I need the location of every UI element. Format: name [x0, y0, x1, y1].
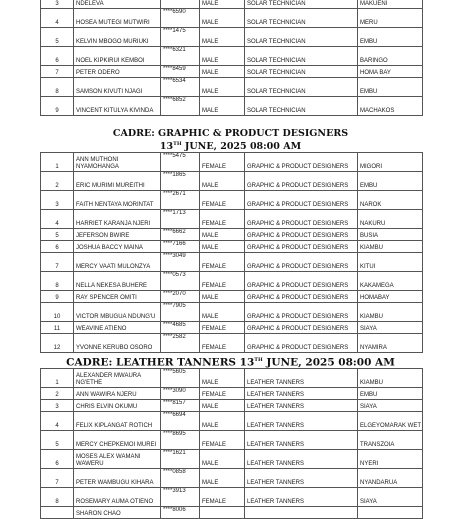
- gender-cell: MALE: [200, 369, 245, 388]
- home-county-cell: EMBU: [358, 78, 423, 97]
- id-number-cell: ****1621: [161, 450, 200, 469]
- cadre-name-cell: GRAPHIC & PRODUCT DESIGNERS: [245, 334, 358, 353]
- cadre-name-cell: GRAPHIC & PRODUCT DESIGNERS: [245, 241, 358, 253]
- row-number-cell: 4: [41, 412, 74, 431]
- home-county-cell: HOMA BAY: [358, 66, 423, 78]
- home-county-cell: KIAMBU: [358, 369, 423, 388]
- applicant-name-cell: NDELEVA: [74, 0, 161, 9]
- home-county-cell: MACHAKOS: [358, 97, 423, 116]
- table-row: [41, 450, 423, 469]
- id-number-cell: ****8459: [161, 66, 200, 78]
- cadre-name-cell: LEATHER TANNERS: [245, 431, 358, 450]
- applicant-name-cell: FAITH NENTAYA MORINTAT: [74, 191, 161, 210]
- cadre-name-cell: GRAPHIC & PRODUCT DESIGNERS: [245, 153, 358, 172]
- table-row: [41, 272, 423, 291]
- home-county-cell: EMBU: [358, 28, 423, 47]
- row-number-cell: 5: [41, 431, 74, 450]
- gender-cell: FEMALE: [200, 153, 245, 172]
- cadre-name-cell: GRAPHIC & PRODUCT DESIGNERS: [245, 229, 358, 241]
- table-row: [41, 66, 423, 78]
- table-row: [41, 322, 423, 334]
- row-number-cell: 11: [41, 322, 74, 334]
- table-row: [41, 253, 423, 272]
- cadre-name-cell: LEATHER TANNERS: [245, 369, 358, 388]
- table-row: [41, 469, 423, 488]
- row-number-cell: 2: [41, 388, 74, 400]
- applicant-name-cell: MOSES ALEX WAMANI WAWERU: [74, 450, 161, 469]
- gender-cell: MALE: [200, 400, 245, 412]
- cadre-name-cell: SOLAR TECHNICIAN: [245, 47, 358, 66]
- id-number-cell: ****2070: [161, 291, 200, 303]
- row-number-cell: 12: [41, 334, 74, 353]
- applicant-name-cell: YVONNE KERUBO OSORO: [74, 334, 161, 353]
- id-number-cell: ****1865: [161, 172, 200, 191]
- applicant-name-cell: PETER ODERO: [74, 66, 161, 78]
- table-row: [41, 388, 423, 400]
- gender-cell: FEMALE: [200, 488, 245, 507]
- home-county-cell: MIGORI: [358, 153, 423, 172]
- gender-cell: MALE: [200, 28, 245, 47]
- applicant-name-cell: VICTOR MBUGUA NDUNG'U: [74, 303, 161, 322]
- table-row: [41, 47, 423, 66]
- graphic-designers-table: [40, 152, 423, 353]
- row-number-cell: 6: [41, 241, 74, 253]
- gender-cell: [200, 507, 245, 519]
- applicant-name-cell: MERCY VAATI MULONZYA: [74, 253, 161, 272]
- id-number-cell: ****3049: [161, 253, 200, 272]
- id-number-cell: ****6852: [161, 97, 200, 116]
- gender-cell: FEMALE: [200, 322, 245, 334]
- row-number-cell: 1: [41, 153, 74, 172]
- id-number-cell: ****0573: [161, 272, 200, 291]
- home-county-cell: KIAMBU: [358, 241, 423, 253]
- applicant-name-cell: RAY SPENCER OMITI: [74, 291, 161, 303]
- table-row: [41, 334, 423, 353]
- id-number-cell: ****2671: [161, 191, 200, 210]
- cadre-name-cell: SOLAR TECHNICIAN: [245, 66, 358, 78]
- home-county-cell: MERU: [358, 9, 423, 28]
- graphic-designers-date: 13TH JUNE, 2025 08:00 AM: [159, 141, 302, 153]
- cadre-name-cell: GRAPHIC & PRODUCT DESIGNERS: [245, 303, 358, 322]
- applicant-name-cell: ANN MUTHONI NYAMOHANGA: [74, 153, 161, 172]
- home-county-cell: EMBU: [358, 388, 423, 400]
- row-number-cell: 6: [41, 450, 74, 469]
- table-row: [41, 400, 423, 412]
- applicant-name-cell: PETER WAMBUGU KIHARA: [74, 469, 161, 488]
- gender-cell: MALE: [200, 78, 245, 97]
- row-number-cell: 1: [41, 369, 74, 388]
- cadre-name-cell: GRAPHIC & PRODUCT DESIGNERS: [245, 191, 358, 210]
- leather-tanners-table: [40, 368, 423, 519]
- cadre-name-cell: LEATHER TANNERS: [245, 400, 358, 412]
- applicant-name-cell: HOSEA MUTEGI MUTWIRI: [74, 9, 161, 28]
- id-number-cell: ****1475: [161, 28, 200, 47]
- row-number-cell: 7: [41, 253, 74, 272]
- gender-cell: FEMALE: [200, 253, 245, 272]
- row-number-cell: 8: [41, 272, 74, 291]
- gender-cell: FEMALE: [200, 210, 245, 229]
- id-number-cell: ****6534: [161, 78, 200, 97]
- graphic-designers-heading: [40, 128, 421, 152]
- gender-cell: MALE: [200, 450, 245, 469]
- cadre-name-cell: SOLAR TECHNICIAN: [245, 78, 358, 97]
- gender-cell: FEMALE: [200, 191, 245, 210]
- gender-cell: MALE: [200, 47, 245, 66]
- home-county-cell: KITUI: [358, 253, 423, 272]
- row-number-cell: 3: [41, 0, 74, 9]
- row-number-cell: 4: [41, 210, 74, 229]
- table-row: [41, 241, 423, 253]
- id-number-cell: ****8157: [161, 400, 200, 412]
- gender-cell: FEMALE: [200, 272, 245, 291]
- table-row: [41, 303, 423, 322]
- id-number-cell: ****4685: [161, 322, 200, 334]
- home-county-cell: HOMABAY: [358, 291, 423, 303]
- table-row: [41, 488, 423, 507]
- applicant-name-cell: WEAVINE ATIENO: [74, 322, 161, 334]
- gender-cell: MALE: [200, 229, 245, 241]
- home-county-cell: SIAYA: [358, 488, 423, 507]
- cadre-name-cell: LEATHER TANNERS: [245, 488, 358, 507]
- id-number-cell: ****0858: [161, 469, 200, 488]
- cadre-name-cell: GRAPHIC & PRODUCT DESIGNERS: [245, 322, 358, 334]
- id-number-cell: ****7905: [161, 303, 200, 322]
- home-county-cell: SIAYA: [358, 400, 423, 412]
- row-number-cell: 9: [41, 291, 74, 303]
- applicant-name-cell: VINCENT KITULYA KIVINDA: [74, 97, 161, 116]
- applicant-name-cell: JOSHUA BACCY MAINA: [74, 241, 161, 253]
- cadre-name-cell: LEATHER TANNERS: [245, 412, 358, 431]
- leather-tanners-heading: CADRE: LEATHER TANNERS 13TH JUNE, 2025 08:00 AM: [66, 356, 395, 369]
- home-county-cell: EMBU: [358, 172, 423, 191]
- graphic-designers-title: CADRE: GRAPHIC & PRODUCT DESIGNERS: [112, 128, 349, 139]
- table-row: [41, 9, 423, 28]
- applicant-name-cell: JEFERSON BWIRE: [74, 229, 161, 241]
- home-county-cell: NYERI: [358, 450, 423, 469]
- home-county-cell: SIAYA: [358, 322, 423, 334]
- gender-cell: MALE: [200, 303, 245, 322]
- gender-cell: FEMALE: [200, 388, 245, 400]
- id-number-cell: ****6321: [161, 47, 200, 66]
- row-number-cell: 9: [41, 97, 74, 116]
- cadre-name-cell: SOLAR TECHNICIAN: [245, 0, 358, 9]
- table-row: [41, 291, 423, 303]
- applicant-name-cell: MERCY CHEPKEMOI MUREI: [74, 431, 161, 450]
- row-number-cell: 3: [41, 400, 74, 412]
- table-row: [41, 28, 423, 47]
- applicant-name-cell: CHRIS ELVIN OKUMU: [74, 400, 161, 412]
- id-number-cell: ****6590: [161, 9, 200, 28]
- cadre-name-cell: SOLAR TECHNICIAN: [245, 28, 358, 47]
- gender-cell: MALE: [200, 241, 245, 253]
- cadre-name-cell: GRAPHIC & PRODUCT DESIGNERS: [245, 210, 358, 229]
- home-county-cell: MAKUENI: [358, 0, 423, 9]
- home-county-cell: KAKAMEGA: [358, 272, 423, 291]
- row-number-cell: [41, 507, 74, 519]
- home-county-cell: BUSIA: [358, 229, 423, 241]
- home-county-cell: NAKURU: [358, 210, 423, 229]
- cadre-name-cell: GRAPHIC & PRODUCT DESIGNERS: [245, 253, 358, 272]
- applicant-name-cell: ERIC MURIMI MUREITHI: [74, 172, 161, 191]
- id-number-cell: ****6662: [161, 229, 200, 241]
- applicant-name-cell: NELLA NEKESA BUHERE: [74, 272, 161, 291]
- id-number-cell: ****5605: [161, 369, 200, 388]
- id-number-cell: ****8695: [161, 431, 200, 450]
- table-row: [41, 210, 423, 229]
- table-row: [41, 369, 423, 388]
- cadre-name-cell: LEATHER TANNERS: [245, 469, 358, 488]
- id-number-cell: ****1713: [161, 210, 200, 229]
- id-number-cell: ****5475: [161, 153, 200, 172]
- home-county-cell: [358, 507, 423, 519]
- table-row: [41, 191, 423, 210]
- solar-technician-table: [40, 0, 423, 116]
- table-row: [41, 172, 423, 191]
- cadre-name-cell: GRAPHIC & PRODUCT DESIGNERS: [245, 291, 358, 303]
- applicant-name-cell: ANN WAWIRA NJERU: [74, 388, 161, 400]
- id-number-cell: ****2582: [161, 334, 200, 353]
- table-row: [41, 431, 423, 450]
- gender-cell: FEMALE: [200, 334, 245, 353]
- cadre-name-cell: GRAPHIC & PRODUCT DESIGNERS: [245, 272, 358, 291]
- cadre-name-cell: LEATHER TANNERS: [245, 450, 358, 469]
- applicant-name-cell: ROSEMARY AUMA OTIENO: [74, 488, 161, 507]
- row-number-cell: 6: [41, 47, 74, 66]
- gender-cell: MALE: [200, 412, 245, 431]
- cadre-name-cell: SOLAR TECHNICIAN: [245, 9, 358, 28]
- row-number-cell: 10: [41, 303, 74, 322]
- table-row: [41, 97, 423, 116]
- table-row: [41, 507, 423, 519]
- row-number-cell: 7: [41, 66, 74, 78]
- gender-cell: MALE: [200, 66, 245, 78]
- home-county-cell: NAROK: [358, 191, 423, 210]
- applicant-name-cell: SHARON CHAO: [74, 507, 161, 519]
- gender-cell: MALE: [200, 469, 245, 488]
- gender-cell: MALE: [200, 0, 245, 9]
- id-number-cell: ****3913: [161, 488, 200, 507]
- home-county-cell: ELGEYOMARAK WET: [358, 412, 423, 431]
- id-number-cell: [161, 0, 200, 9]
- row-number-cell: 5: [41, 28, 74, 47]
- home-county-cell: KIAMBU: [358, 303, 423, 322]
- home-county-cell: TRANSZOIA: [358, 431, 423, 450]
- gender-cell: MALE: [200, 291, 245, 303]
- applicant-name-cell: NOEL KIPKIRUI KEMBOI: [74, 47, 161, 66]
- row-number-cell: 8: [41, 78, 74, 97]
- gender-cell: FEMALE: [200, 431, 245, 450]
- cadre-name-cell: [245, 507, 358, 519]
- id-number-cell: ****7166: [161, 241, 200, 253]
- table-row: [41, 78, 423, 97]
- id-number-cell: ****8006: [161, 507, 200, 519]
- row-number-cell: 2: [41, 172, 74, 191]
- row-number-cell: 7: [41, 469, 74, 488]
- id-number-cell: ****3090: [161, 388, 200, 400]
- cadre-name-cell: SOLAR TECHNICIAN: [245, 97, 358, 116]
- row-number-cell: 8: [41, 488, 74, 507]
- gender-cell: MALE: [200, 172, 245, 191]
- row-number-cell: 5: [41, 229, 74, 241]
- home-county-cell: NYAMIRA: [358, 334, 423, 353]
- table-row: [41, 0, 423, 9]
- row-number-cell: 4: [41, 9, 74, 28]
- applicant-name-cell: HARRIET KARANJA NJERI: [74, 210, 161, 229]
- gender-cell: MALE: [200, 97, 245, 116]
- table-row: [41, 153, 423, 172]
- table-row: [41, 229, 423, 241]
- applicant-name-cell: FELIX KIPLANGAT ROTICH: [74, 412, 161, 431]
- applicant-name-cell: SAMSON KIVUTI NJAGI: [74, 78, 161, 97]
- gender-cell: MALE: [200, 9, 245, 28]
- row-number-cell: 3: [41, 191, 74, 210]
- applicant-name-cell: KELVIN MBOGO MURIUKI: [74, 28, 161, 47]
- table-row: [41, 412, 423, 431]
- home-county-cell: BARINGO: [358, 47, 423, 66]
- applicant-name-cell: ALEXANDER MWAURA NG'ETHE: [74, 369, 161, 388]
- id-number-cell: ****6694: [161, 412, 200, 431]
- cadre-name-cell: LEATHER TANNERS: [245, 388, 358, 400]
- home-county-cell: NYANDARUA: [358, 469, 423, 488]
- cadre-name-cell: GRAPHIC & PRODUCT DESIGNERS: [245, 172, 358, 191]
